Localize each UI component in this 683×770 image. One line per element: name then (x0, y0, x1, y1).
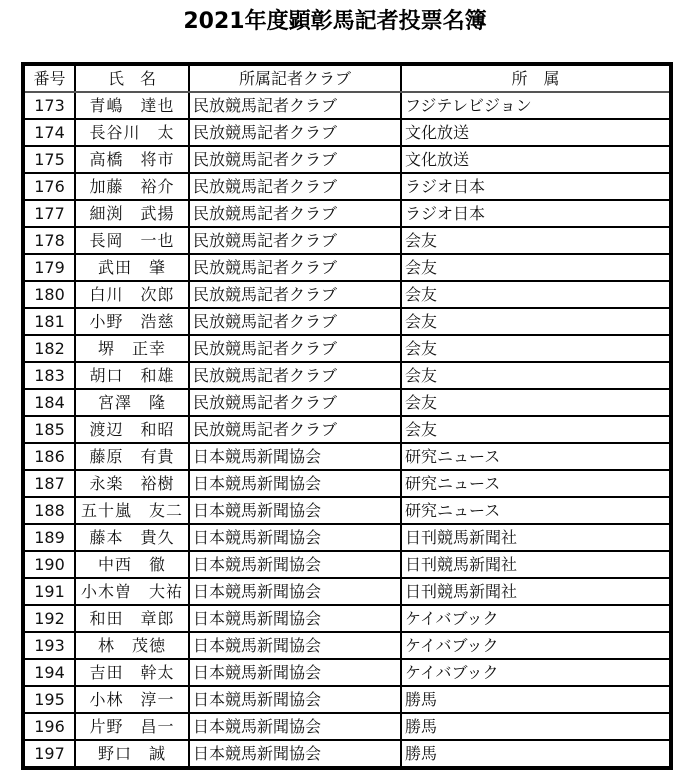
cell-affiliation: 日刊競馬新聞社 (401, 551, 671, 578)
cell-number: 176 (23, 173, 75, 200)
table-row (23, 173, 671, 200)
cell-affiliation: 会友 (401, 227, 671, 254)
table-row (23, 605, 671, 632)
cell-name: 高橋 将市 (75, 146, 189, 173)
cell-club: 民放競馬記者クラブ (189, 416, 401, 443)
cell-number: 175 (23, 146, 75, 173)
cell-club: 民放競馬記者クラブ (189, 92, 401, 119)
table-row (23, 632, 671, 659)
table-body (23, 92, 671, 768)
cell-affiliation: 会友 (401, 335, 671, 362)
table-row (23, 740, 671, 768)
cell-number: 188 (23, 497, 75, 524)
table-row (23, 281, 671, 308)
cell-name: 武田 肇 (75, 254, 189, 281)
cell-number: 185 (23, 416, 75, 443)
cell-name: 片野 昌一 (75, 713, 189, 740)
cell-club: 民放競馬記者クラブ (189, 362, 401, 389)
cell-number: 187 (23, 470, 75, 497)
cell-name: 藤本 貴久 (75, 524, 189, 551)
cell-name: 林 茂徳 (75, 632, 189, 659)
table-header (23, 64, 671, 92)
cell-name: 長岡 一也 (75, 227, 189, 254)
table-row (23, 470, 671, 497)
cell-number: 180 (23, 281, 75, 308)
cell-affiliation: ラジオ日本 (401, 200, 671, 227)
cell-affiliation: 会友 (401, 416, 671, 443)
header-club: 所属記者クラブ (189, 64, 401, 92)
cell-club: 民放競馬記者クラブ (189, 173, 401, 200)
cell-affiliation: 勝馬 (401, 740, 671, 768)
cell-club: 日本競馬新聞協会 (189, 551, 401, 578)
table-row (23, 578, 671, 605)
cell-affiliation: ケイバブック (401, 632, 671, 659)
cell-name: 和田 章郎 (75, 605, 189, 632)
cell-name: 青嶋 達也 (75, 92, 189, 119)
cell-affiliation: ケイバブック (401, 659, 671, 686)
cell-club: 民放競馬記者クラブ (189, 254, 401, 281)
cell-number: 173 (23, 92, 75, 119)
cell-number: 178 (23, 227, 75, 254)
table-row (23, 389, 671, 416)
table-row (23, 200, 671, 227)
table-row (23, 254, 671, 281)
cell-name: 宮澤 隆 (75, 389, 189, 416)
cell-number: 179 (23, 254, 75, 281)
cell-affiliation: 日刊競馬新聞社 (401, 524, 671, 551)
table-row (23, 686, 671, 713)
cell-number: 184 (23, 389, 75, 416)
cell-club: 民放競馬記者クラブ (189, 146, 401, 173)
cell-name: 小林 淳一 (75, 686, 189, 713)
cell-club: 日本競馬新聞協会 (189, 713, 401, 740)
header-name: 氏 名 (75, 64, 189, 92)
cell-club: 民放競馬記者クラブ (189, 389, 401, 416)
cell-number: 186 (23, 443, 75, 470)
cell-name: 細渕 武揚 (75, 200, 189, 227)
table-row (23, 443, 671, 470)
cell-club: 日本競馬新聞協会 (189, 686, 401, 713)
cell-number: 194 (23, 659, 75, 686)
cell-number: 182 (23, 335, 75, 362)
cell-affiliation: 会友 (401, 362, 671, 389)
cell-affiliation: 文化放送 (401, 119, 671, 146)
cell-club: 民放競馬記者クラブ (189, 308, 401, 335)
cell-affiliation: 研究ニュース (401, 470, 671, 497)
table-row (23, 659, 671, 686)
cell-number: 197 (23, 740, 75, 768)
cell-club: 日本競馬新聞協会 (189, 632, 401, 659)
cell-name: 小野 浩慈 (75, 308, 189, 335)
cell-name: 堺 正幸 (75, 335, 189, 362)
cell-number: 181 (23, 308, 75, 335)
cell-club: 日本競馬新聞協会 (189, 524, 401, 551)
cell-number: 189 (23, 524, 75, 551)
cell-name: 五十嵐 友二 (75, 497, 189, 524)
cell-name: 白川 次郎 (75, 281, 189, 308)
cell-affiliation: 研究ニュース (401, 443, 671, 470)
cell-club: 日本競馬新聞協会 (189, 497, 401, 524)
document-title: 2021年度顕彰馬記者投票名簿 (183, 9, 487, 34)
cell-affiliation: フジテレビジョン (401, 92, 671, 119)
cell-number: 191 (23, 578, 75, 605)
cell-name: 渡辺 和昭 (75, 416, 189, 443)
table-row (23, 308, 671, 335)
table-row (23, 119, 671, 146)
table-row (23, 416, 671, 443)
cell-affiliation: 会友 (401, 254, 671, 281)
header-row (23, 64, 671, 92)
cell-club: 民放競馬記者クラブ (189, 227, 401, 254)
cell-affiliation: ケイバブック (401, 605, 671, 632)
cell-club: 日本競馬新聞協会 (189, 740, 401, 768)
cell-club: 日本競馬新聞協会 (189, 443, 401, 470)
cell-name: 長谷川 太 (75, 119, 189, 146)
cell-club: 日本競馬新聞協会 (189, 659, 401, 686)
cell-name: 藤原 有貴 (75, 443, 189, 470)
cell-club: 民放競馬記者クラブ (189, 200, 401, 227)
table-row (23, 146, 671, 173)
table-row (23, 227, 671, 254)
table-row (23, 713, 671, 740)
cell-affiliation: 文化放送 (401, 146, 671, 173)
cell-number: 193 (23, 632, 75, 659)
cell-name: 中西 徹 (75, 551, 189, 578)
header-number: 番号 (23, 64, 75, 92)
header-affiliation: 所 属 (401, 64, 671, 92)
cell-affiliation: 勝馬 (401, 713, 671, 740)
cell-number: 177 (23, 200, 75, 227)
cell-affiliation: 会友 (401, 281, 671, 308)
table-row (23, 335, 671, 362)
cell-number: 174 (23, 119, 75, 146)
cell-number: 192 (23, 605, 75, 632)
cell-name: 小木曽 大祐 (75, 578, 189, 605)
table-row (23, 497, 671, 524)
cell-name: 永楽 裕樹 (75, 470, 189, 497)
voter-roster-table (21, 62, 673, 770)
cell-club: 日本競馬新聞協会 (189, 470, 401, 497)
cell-affiliation: ラジオ日本 (401, 173, 671, 200)
table-row (23, 92, 671, 119)
cell-club: 民放競馬記者クラブ (189, 335, 401, 362)
cell-name: 胡口 和雄 (75, 362, 189, 389)
cell-number: 183 (23, 362, 75, 389)
cell-affiliation: 勝馬 (401, 686, 671, 713)
cell-name: 加藤 裕介 (75, 173, 189, 200)
cell-affiliation: 研究ニュース (401, 497, 671, 524)
cell-affiliation: 日刊競馬新聞社 (401, 578, 671, 605)
cell-number: 196 (23, 713, 75, 740)
cell-club: 日本競馬新聞協会 (189, 578, 401, 605)
cell-club: 民放競馬記者クラブ (189, 281, 401, 308)
cell-affiliation: 会友 (401, 389, 671, 416)
cell-club: 日本競馬新聞協会 (189, 605, 401, 632)
cell-name: 野口 誠 (75, 740, 189, 768)
table-row (23, 524, 671, 551)
cell-name: 吉田 幹太 (75, 659, 189, 686)
cell-club: 民放競馬記者クラブ (189, 119, 401, 146)
table-row (23, 551, 671, 578)
table-row (23, 362, 671, 389)
cell-affiliation: 会友 (401, 308, 671, 335)
voter-roster-table-container (21, 62, 669, 770)
cell-number: 195 (23, 686, 75, 713)
cell-number: 190 (23, 551, 75, 578)
